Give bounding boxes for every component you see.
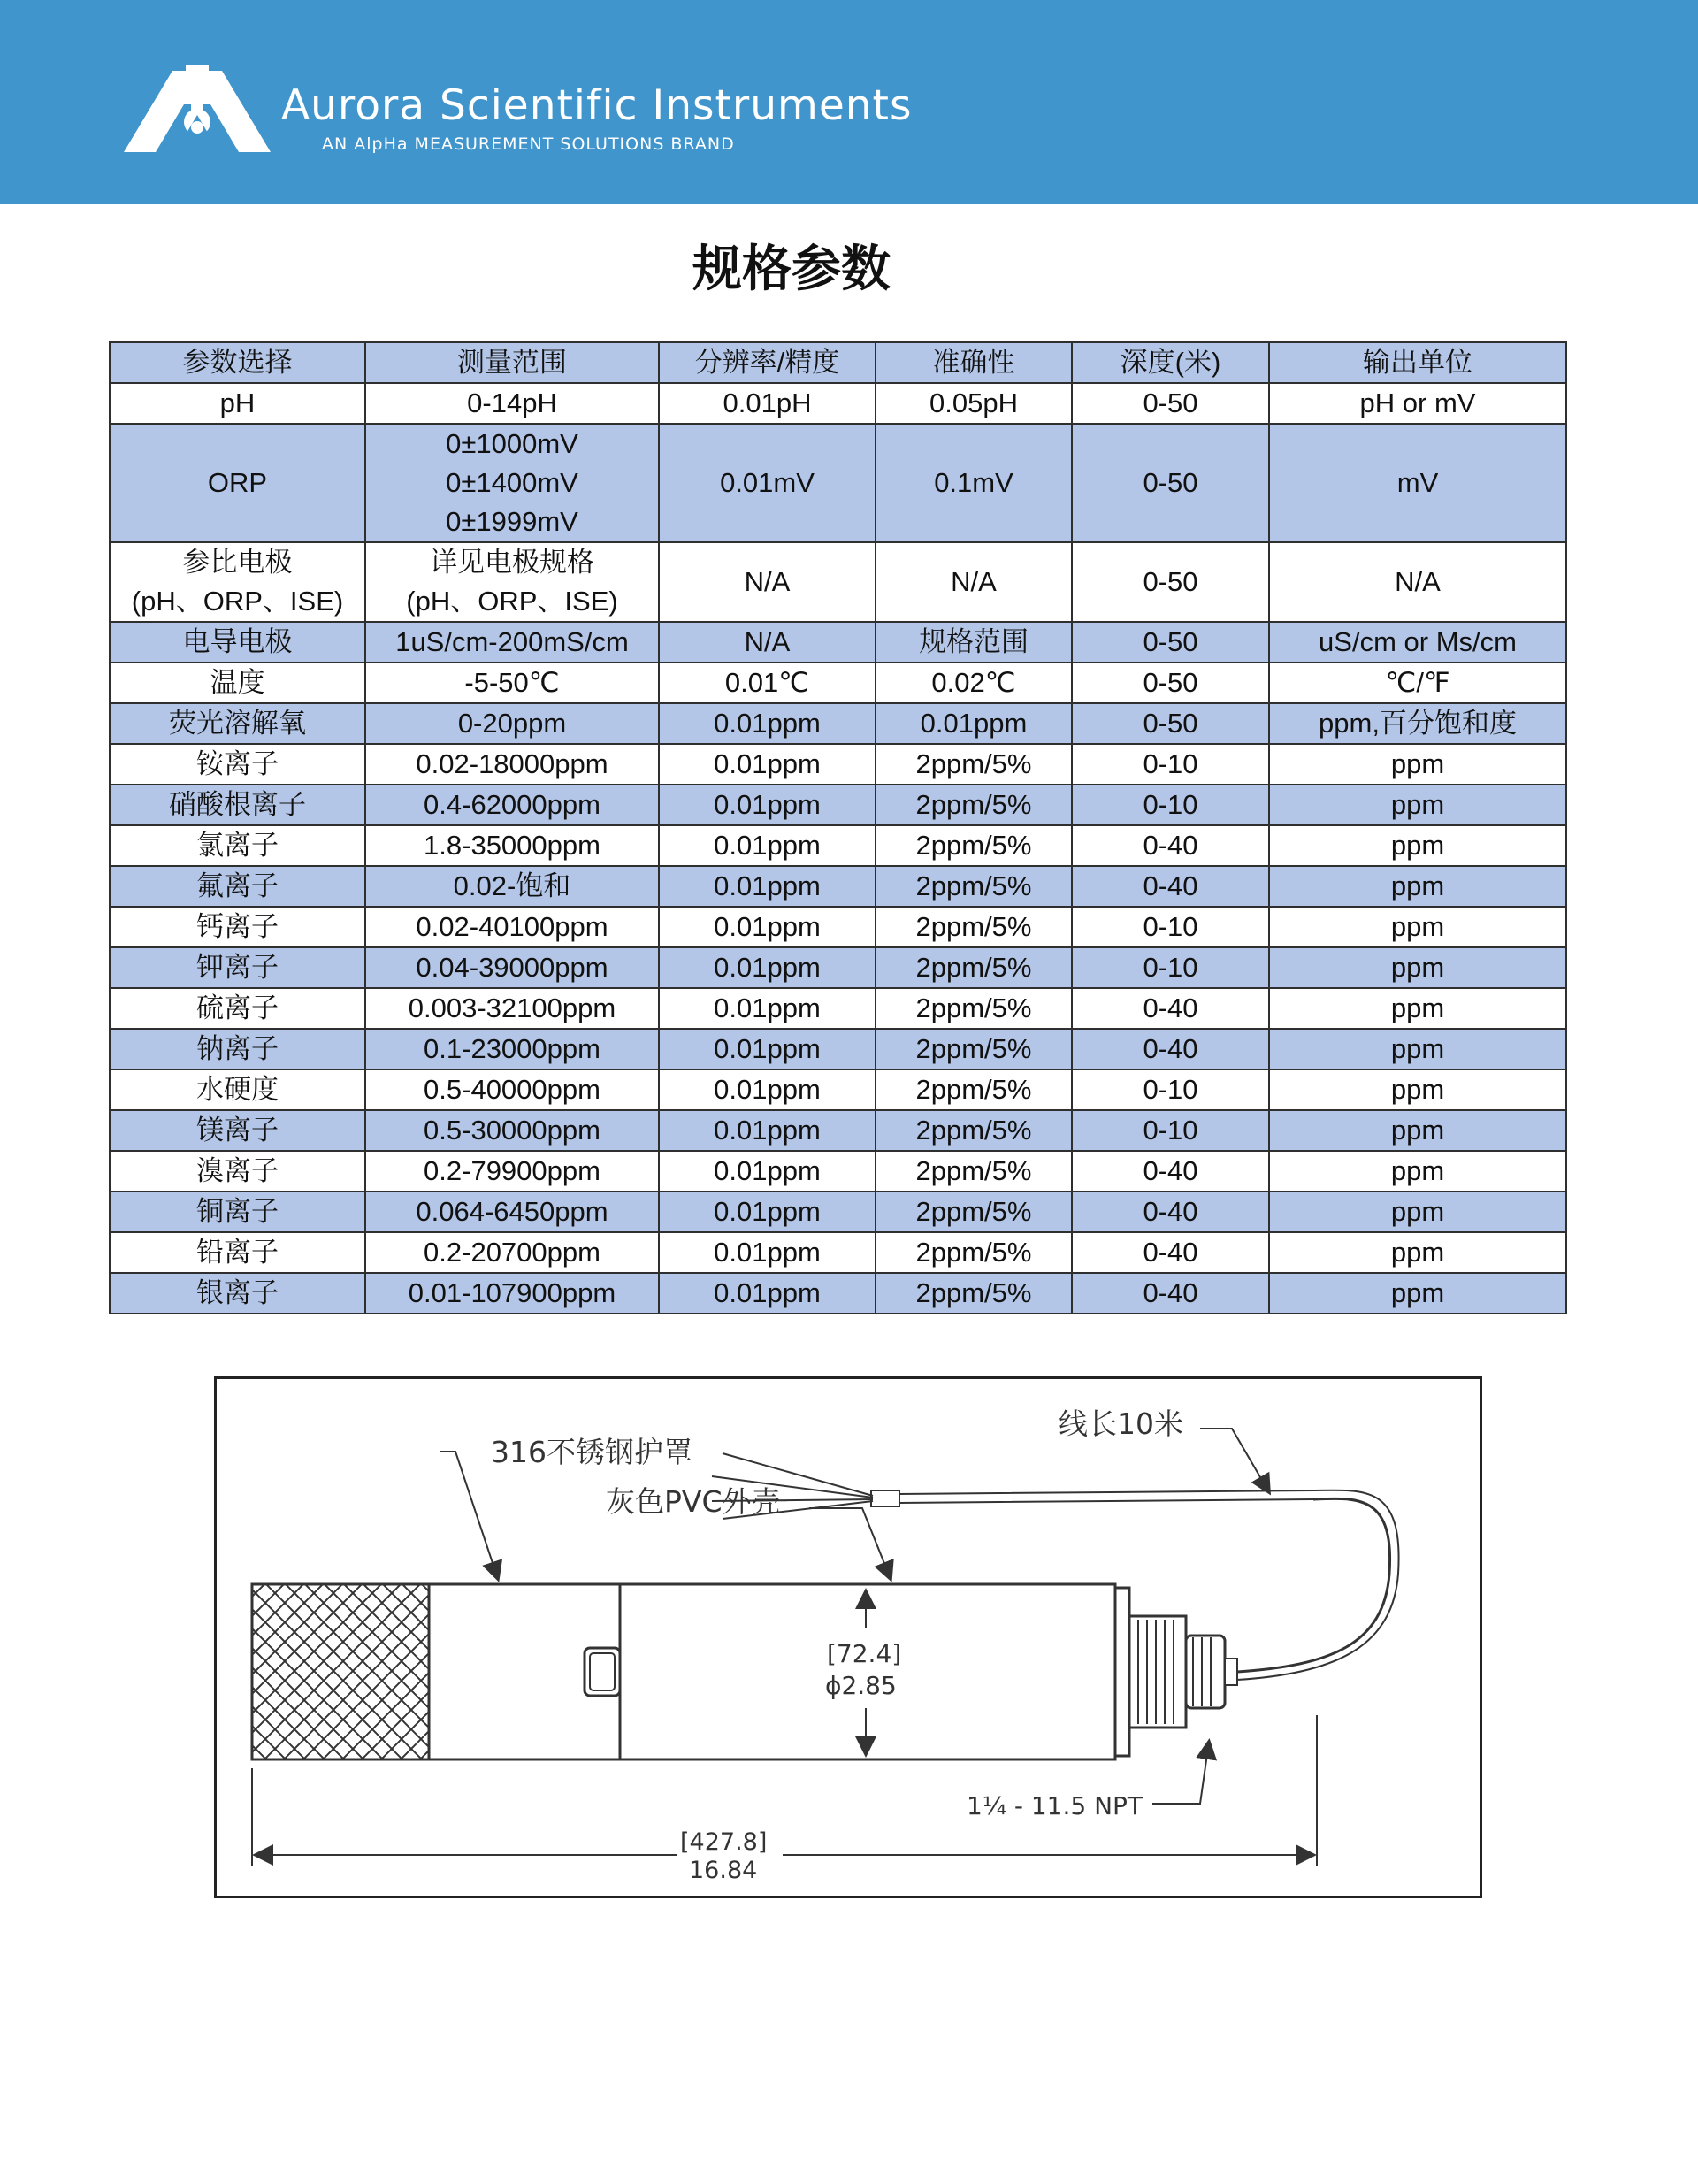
value-cell: N/A — [659, 622, 876, 663]
value-cell: 规格范围 — [876, 622, 1072, 663]
value-cell: 0.01ppm — [659, 866, 876, 907]
value-cell: 0.01℃ — [659, 663, 876, 703]
value-cell: ppm — [1269, 785, 1566, 825]
table-row — [110, 785, 1566, 825]
table-row — [110, 947, 1566, 988]
parameter-cell: 温度 — [110, 663, 365, 703]
table-row — [110, 663, 1566, 703]
value-cell: 0-40 — [1072, 825, 1269, 866]
thread-label: 1¼ - 11.5 NPT — [967, 1791, 1143, 1820]
header-banner — [0, 0, 1698, 204]
value-cell: 0-10 — [1072, 1110, 1269, 1151]
value-cell: 0.02℃ — [876, 663, 1072, 703]
value-cell: 0.01ppm — [659, 703, 876, 744]
value-cell: ppm — [1269, 744, 1566, 785]
value-cell: 0-50 — [1072, 703, 1269, 744]
table-row — [110, 383, 1566, 424]
value-cell: 0.02-40100ppm — [365, 907, 659, 947]
value-cell: 详见电极规格 (pH、ORP、ISE) — [365, 542, 659, 622]
value-cell: 0.01ppm — [659, 1232, 876, 1273]
value-cell: pH or mV — [1269, 383, 1566, 424]
value-cell: 0.01ppm — [659, 988, 876, 1029]
table-row — [110, 1069, 1566, 1110]
value-cell: 2ppm/5% — [876, 1273, 1072, 1314]
value-cell: 0.02-18000ppm — [365, 744, 659, 785]
table-row — [110, 1110, 1566, 1151]
length-in-label: 16.84 — [689, 1857, 758, 1884]
value-cell: 0.01ppm — [659, 785, 876, 825]
value-cell: 0-50 — [1072, 542, 1269, 622]
column-header: 分辨率/精度 — [659, 342, 876, 383]
parameter-cell: 铅离子 — [110, 1232, 365, 1273]
table-row — [110, 1029, 1566, 1069]
value-cell: 0.01ppm — [659, 947, 876, 988]
sensor-drawing — [214, 1376, 1482, 1898]
value-cell: 0.01ppm — [659, 744, 876, 785]
value-cell: 2ppm/5% — [876, 988, 1072, 1029]
housing-label: 灰色PVC外壳 — [606, 1484, 781, 1519]
table-row — [110, 542, 1566, 622]
value-cell: 0-40 — [1072, 1232, 1269, 1273]
value-cell: 2ppm/5% — [876, 947, 1072, 988]
parameter-cell: 溴离子 — [110, 1151, 365, 1192]
parameter-cell: 参比电极 (pH、ORP、ISE) — [110, 542, 365, 622]
value-cell: 0.01ppm — [659, 1192, 876, 1232]
value-cell: 0.01ppm — [659, 1151, 876, 1192]
value-cell: 0-40 — [1072, 1273, 1269, 1314]
parameter-cell: 水硬度 — [110, 1069, 365, 1110]
value-cell: 2ppm/5% — [876, 1151, 1072, 1192]
table-row — [110, 866, 1566, 907]
value-cell: 0-10 — [1072, 947, 1269, 988]
value-cell: ppm — [1269, 907, 1566, 947]
guard-label: 316不锈钢护罩 — [491, 1435, 692, 1469]
table-row — [110, 907, 1566, 947]
value-cell: 2ppm/5% — [876, 1110, 1072, 1151]
spec-table — [109, 341, 1567, 1314]
value-cell: ppm — [1269, 1069, 1566, 1110]
value-cell: 0.2-79900ppm — [365, 1151, 659, 1192]
value-cell: 0-10 — [1072, 744, 1269, 785]
value-cell: 0.01-107900ppm — [365, 1273, 659, 1314]
value-cell: 0-50 — [1072, 424, 1269, 542]
value-cell: 0.01mV — [659, 424, 876, 542]
value-cell: 0-50 — [1072, 622, 1269, 663]
value-cell: 0±1000mV 0±1400mV 0±1999mV — [365, 424, 659, 542]
diameter-in-label: ϕ2.85 — [825, 1671, 897, 1700]
parameter-cell: pH — [110, 383, 365, 424]
value-cell: ppm — [1269, 1273, 1566, 1314]
value-cell: 0.01ppm — [659, 825, 876, 866]
column-header: 测量范围 — [365, 342, 659, 383]
diameter-mm-label: [72.4] — [827, 1639, 902, 1668]
parameter-cell: 铵离子 — [110, 744, 365, 785]
table-row — [110, 1192, 1566, 1232]
parameter-cell: 铜离子 — [110, 1192, 365, 1232]
aurora-logo-icon — [124, 64, 271, 152]
value-cell: 0.01ppm — [659, 1273, 876, 1314]
value-cell: 0.1mV — [876, 424, 1072, 542]
value-cell: ppm — [1269, 1110, 1566, 1151]
value-cell: ppm — [1269, 866, 1566, 907]
brand-name: Aurora Scientific Instruments — [281, 81, 913, 130]
value-cell: -5-50℃ — [365, 663, 659, 703]
parameter-cell: 硫离子 — [110, 988, 365, 1029]
parameter-cell: 氯离子 — [110, 825, 365, 866]
value-cell: 0.01ppm — [659, 907, 876, 947]
parameter-cell: 氟离子 — [110, 866, 365, 907]
value-cell: 0.05pH — [876, 383, 1072, 424]
value-cell: 0.064-6450ppm — [365, 1192, 659, 1232]
value-cell: ppm — [1269, 1151, 1566, 1192]
cable-length-label: 线长10米 — [1059, 1406, 1183, 1441]
value-cell: ppm — [1269, 1029, 1566, 1069]
value-cell: 1uS/cm-200mS/cm — [365, 622, 659, 663]
parameter-cell: 硝酸根离子 — [110, 785, 365, 825]
value-cell: N/A — [659, 542, 876, 622]
parameter-cell: 银离子 — [110, 1273, 365, 1314]
value-cell: 0-10 — [1072, 907, 1269, 947]
table-row — [110, 1273, 1566, 1314]
parameter-cell: 钙离子 — [110, 907, 365, 947]
parameter-cell: 钠离子 — [110, 1029, 365, 1069]
parameter-cell: 电导电极 — [110, 622, 365, 663]
value-cell: 0-14pH — [365, 383, 659, 424]
value-cell: ppm — [1269, 947, 1566, 988]
value-cell: 1.8-35000ppm — [365, 825, 659, 866]
parameter-cell: 钾离子 — [110, 947, 365, 988]
value-cell: 2ppm/5% — [876, 1069, 1072, 1110]
value-cell: 0-40 — [1072, 1151, 1269, 1192]
stainless-guard-mesh — [252, 1584, 429, 1759]
table-row — [110, 622, 1566, 663]
table-row — [110, 424, 1566, 542]
spec-table-body — [110, 383, 1566, 1314]
value-cell: mV — [1269, 424, 1566, 542]
parameter-cell: ORP — [110, 424, 365, 542]
value-cell: 0.2-20700ppm — [365, 1232, 659, 1273]
value-cell: 0-10 — [1072, 785, 1269, 825]
column-header: 参数选择 — [110, 342, 365, 383]
value-cell: 0.01pH — [659, 383, 876, 424]
value-cell: ppm — [1269, 988, 1566, 1029]
table-row — [110, 744, 1566, 785]
length-mm-label: [427.8] — [680, 1828, 768, 1856]
value-cell: 0.01ppm — [876, 703, 1072, 744]
column-header: 输出单位 — [1269, 342, 1566, 383]
value-cell: 0-40 — [1072, 866, 1269, 907]
value-cell: 0.5-40000ppm — [365, 1069, 659, 1110]
table-row — [110, 703, 1566, 744]
value-cell: ℃/℉ — [1269, 663, 1566, 703]
table-row — [110, 1232, 1566, 1273]
value-cell: 0.5-30000ppm — [365, 1110, 659, 1151]
value-cell: ppm,百分饱和度 — [1269, 703, 1566, 744]
value-cell: ppm — [1269, 1232, 1566, 1273]
value-cell: 2ppm/5% — [876, 1232, 1072, 1273]
brand-tagline: AN AlpHa MEASUREMENT SOLUTIONS BRAND — [322, 134, 735, 154]
value-cell: 0-10 — [1072, 1069, 1269, 1110]
value-cell: 0.01ppm — [659, 1029, 876, 1069]
value-cell: 0.01ppm — [659, 1069, 876, 1110]
value-cell: 0-40 — [1072, 1029, 1269, 1069]
value-cell: N/A — [876, 542, 1072, 622]
value-cell: 2ppm/5% — [876, 1192, 1072, 1232]
table-header-row — [110, 342, 1566, 383]
parameter-cell: 荧光溶解氧 — [110, 703, 365, 744]
value-cell: ppm — [1269, 825, 1566, 866]
value-cell: uS/cm or Ms/cm — [1269, 622, 1566, 663]
table-row — [110, 1151, 1566, 1192]
value-cell: 0-50 — [1072, 663, 1269, 703]
value-cell: 0.01ppm — [659, 1110, 876, 1151]
table-row — [110, 988, 1566, 1029]
value-cell: 2ppm/5% — [876, 744, 1072, 785]
table-row — [110, 825, 1566, 866]
value-cell: 0.1-23000ppm — [365, 1029, 659, 1069]
value-cell: 2ppm/5% — [876, 907, 1072, 947]
column-header: 深度(米) — [1072, 342, 1269, 383]
value-cell: 2ppm/5% — [876, 866, 1072, 907]
value-cell: 2ppm/5% — [876, 1029, 1072, 1069]
value-cell: 0-40 — [1072, 1192, 1269, 1232]
value-cell: 0.04-39000ppm — [365, 947, 659, 988]
value-cell: 0.4-62000ppm — [365, 785, 659, 825]
value-cell: 0.02-饱和 — [365, 866, 659, 907]
sensor-drawing-svg — [217, 1379, 1480, 1896]
value-cell: N/A — [1269, 542, 1566, 622]
value-cell: ppm — [1269, 1192, 1566, 1232]
parameter-cell: 镁离子 — [110, 1110, 365, 1151]
value-cell: 0.003-32100ppm — [365, 988, 659, 1029]
value-cell: 2ppm/5% — [876, 825, 1072, 866]
value-cell: 2ppm/5% — [876, 785, 1072, 825]
value-cell: 0-40 — [1072, 988, 1269, 1029]
value-cell: 0-20ppm — [365, 703, 659, 744]
page-title: 规格参数 — [692, 241, 891, 298]
column-header: 准确性 — [876, 342, 1072, 383]
value-cell: 0-50 — [1072, 383, 1269, 424]
